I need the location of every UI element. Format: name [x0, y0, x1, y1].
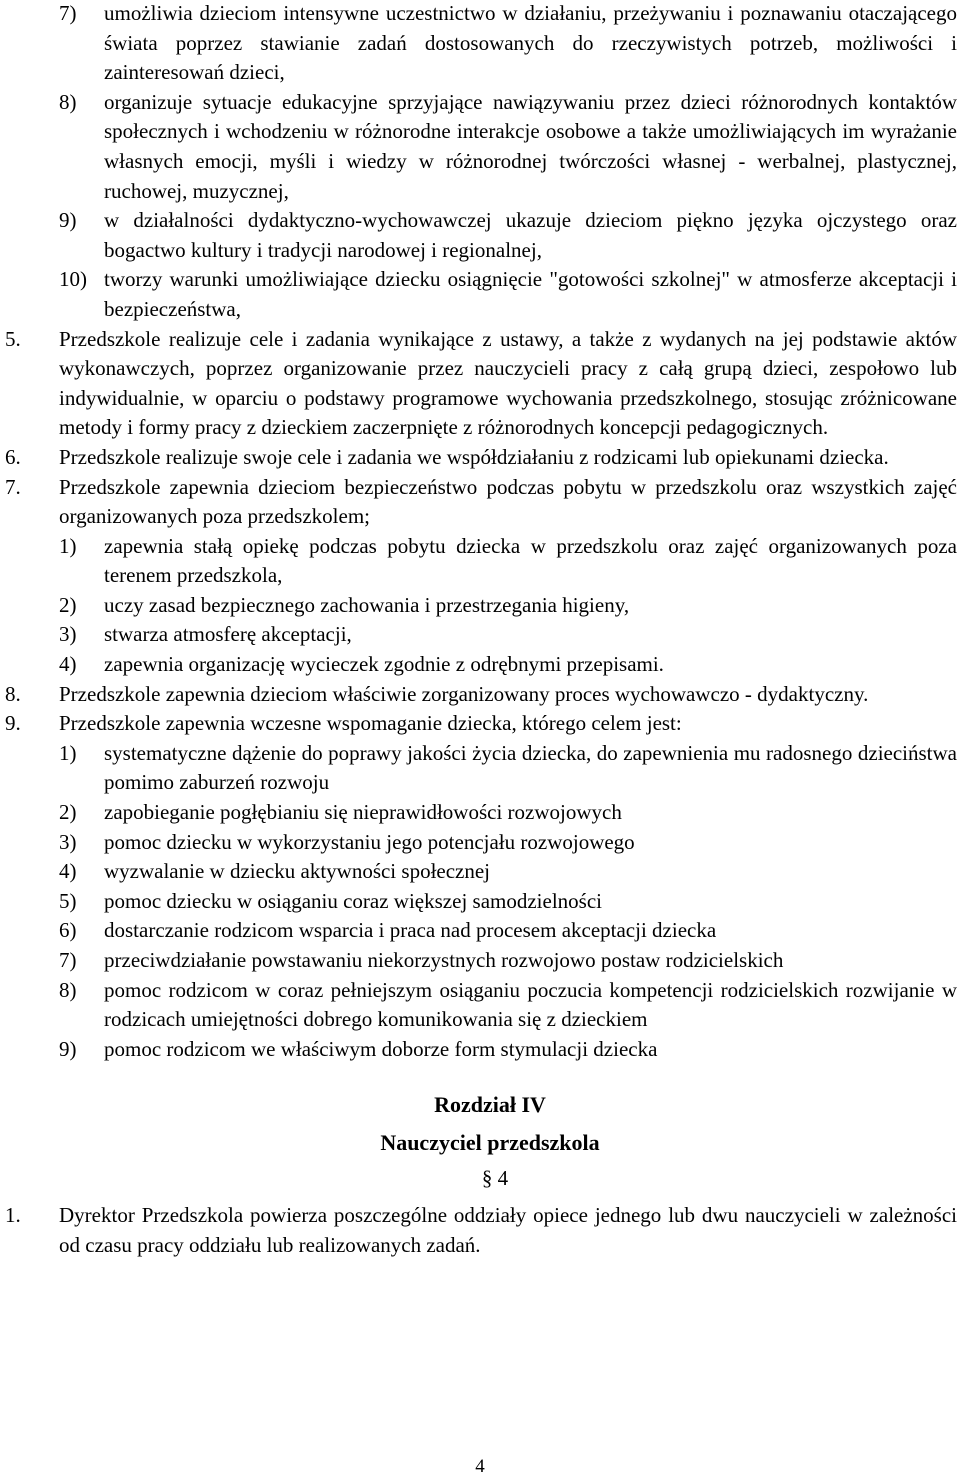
- paragraph-text: Przedszkole realizuje cele i zadania wynikające z ustawy, a także z wydanych na jej podstawie aktów wykonawczych, poprzez organizowanie przez nauczycieli pracy z całą grupą dzieci, zespołowo lub indywidualnie, w oparciu o podstawy programowe wychowania przedszkolnego, stosując zróżnicowane metody i formy pracy z dzieckiem zaczerpnięte z różnorodnych koncepcji pedagogicznych.: [59, 326, 957, 440]
- paragraph-text: Dyrektor Przedszkola powierza poszczególne oddziały opiece jednego lub dwu nauczycieli w zależności od czasu pracy oddziału lub realizowanych zadań.: [59, 1203, 957, 1257]
- list-item-number: 3): [59, 622, 77, 647]
- list-item: [0, 857, 960, 887]
- paragraph-number: 5.: [5, 326, 21, 351]
- list-item-8: [0, 88, 960, 206]
- list-item: [0, 946, 960, 976]
- list-item-number: 3): [59, 829, 77, 854]
- list-item-number: 2): [59, 800, 77, 825]
- paragraph-8: [0, 680, 960, 710]
- list-item-text: pomoc rodzicom w coraz pełniejszym osiąganiu poczucia kompetencji rodzicielskich rozwijanie w rodzicach umiejętności dobrego komunikowania się z dzieckiem: [104, 977, 957, 1032]
- list-item-text: umożliwia dzieciom intensywne uczestnictwo w działaniu, przeżywaniu i poznawaniu otaczającego świata poprzez stawianie zadań dostosowanych do rzeczywistych potrzeb, możliwości i zainteresowań dzieci,: [104, 1, 957, 85]
- list-item-number: 2): [59, 592, 77, 617]
- list-item-number: 7): [59, 1, 77, 25]
- list-item: [0, 916, 960, 946]
- paragraph-6: [0, 443, 960, 473]
- list-item-number: 4): [59, 652, 77, 677]
- list-item-number: 6): [59, 918, 77, 943]
- paragraph-7: [0, 473, 960, 532]
- paragraph-number: 6.: [5, 444, 21, 469]
- list-item-text: stwarza atmosferę akceptacji,: [104, 622, 352, 647]
- list-item: [0, 739, 960, 798]
- list-item-text: uczy zasad bezpiecznego zachowania i przestrzegania higieny,: [104, 592, 630, 617]
- list-item-text: tworzy warunki umożliwiające dziecku osiągnięcie "gotowości szkolnej" w atmosferze akceptacji i bezpieczeństwa,: [104, 267, 957, 321]
- list-item-text: zapewnia stałą opiekę podczas pobytu dziecka w przedszkolu oraz zajęć organizowanych poza terenem przedszkola,: [104, 533, 957, 588]
- paragraph-text: Przedszkole zapewnia dzieciom właściwie zorganizowany proces wychowawczo - dydaktyczny.: [59, 681, 869, 706]
- list-item-text: wyzwalanie w dziecku aktywności społecznej: [104, 859, 491, 884]
- paragraph-text: Przedszkole realizuje swoje cele i zadania we współdziałaniu z rodzicami lub opiekunami dziecka.: [59, 444, 889, 469]
- list-item-9: [0, 206, 960, 265]
- list-item: [0, 620, 960, 650]
- list-item-number: 8): [59, 89, 77, 114]
- list-item-text: systematyczne dążenie do poprawy jakości życia dziecka, do zapewnienia mu radosnego dzieciństwa pomimo zaburzeń rozwoju: [104, 740, 957, 795]
- list-item: [0, 591, 960, 621]
- paragraph-number: 9.: [5, 711, 21, 736]
- list-item-text: w działalności dydaktyczno-wychowawczej ukazuje dzieciom piękno języka ojczystego oraz bogactwo kultury i tradycji narodowej i regionalnej,: [104, 208, 957, 262]
- paragraph-text: Przedszkole zapewnia wczesne wspomaganie dziecka, którego celem jest:: [59, 711, 682, 736]
- paragraph-text: Przedszkole zapewnia dzieciom bezpieczeństwo podczas pobytu w przedszkolu oraz wszystkich zajęć organizowanych poza przedszkolem;: [59, 474, 957, 529]
- paragraph-5: [0, 325, 960, 443]
- list-item-number: 9): [59, 208, 77, 233]
- paragraph-number: 8.: [5, 681, 21, 706]
- list-item-text: zapewnia organizację wycieczek zgodnie z odrębnymi przepisami.: [104, 652, 664, 677]
- list-item-number: 1): [59, 740, 77, 765]
- list-item-number: 9): [59, 1036, 77, 1061]
- list-item-number: 5): [59, 888, 77, 913]
- list-item-text: pomoc dziecku w wykorzystaniu jego potencjału rozwojowego: [104, 829, 635, 854]
- chapter-subtitle: Nauczyciel przedszkola: [380, 1129, 600, 1155]
- list-item: [0, 1035, 960, 1065]
- list-item-text: pomoc rodzicom we właściwym doborze form stymulacji dziecka: [104, 1036, 658, 1061]
- list-item-number: 1): [59, 533, 77, 558]
- list-item-7: [0, 0, 960, 88]
- list-item: [0, 650, 960, 680]
- list-item: [0, 828, 960, 858]
- list-item: [0, 532, 960, 591]
- paragraph-mark: § 4: [481, 1165, 509, 1190]
- paragraph-number: 7.: [5, 474, 21, 499]
- list-item: [0, 887, 960, 917]
- paragraph-number: 1.: [5, 1203, 21, 1228]
- list-item-text: organizuje sytuacje edukacyjne sprzyjające nawiązywaniu przez dzieci różnorodnych kontaktów społecznych i wchodzeniu w różnorodne interakcje osobowe a także umożliwiających im wyrażanie własnych emocji, myśli i wiedzy w różnorodnej twórczości własnej - werbalnej, plastycznej, ruchowej, muzycznej,: [104, 89, 957, 203]
- page-number: 4: [475, 1456, 485, 1477]
- list-item-10: [0, 265, 960, 324]
- paragraph-1: [0, 1201, 960, 1260]
- list-item: [0, 798, 960, 828]
- list-item-number: 8): [59, 977, 77, 1002]
- list-item-text: zapobieganie pogłębianiu się nieprawidłowości rozwojowych: [104, 800, 622, 825]
- list-item-number: 7): [59, 948, 77, 972]
- list-item-number: 10): [59, 267, 87, 292]
- list-item-number: 4): [59, 859, 77, 884]
- list-item-text: przeciwdziałanie powstawaniu niekorzystnych rozwojowo postaw rodzicielskich: [104, 948, 784, 972]
- list-item-text: dostarczanie rodzicom wsparcia i praca nad procesem akceptacji dziecka: [104, 918, 717, 943]
- list-item: [0, 976, 960, 1035]
- chapter-title: Rozdział IV: [434, 1092, 546, 1118]
- paragraph-9: [0, 709, 960, 739]
- list-item-text: pomoc dziecku w osiąganiu coraz większej samodzielności: [104, 888, 602, 913]
